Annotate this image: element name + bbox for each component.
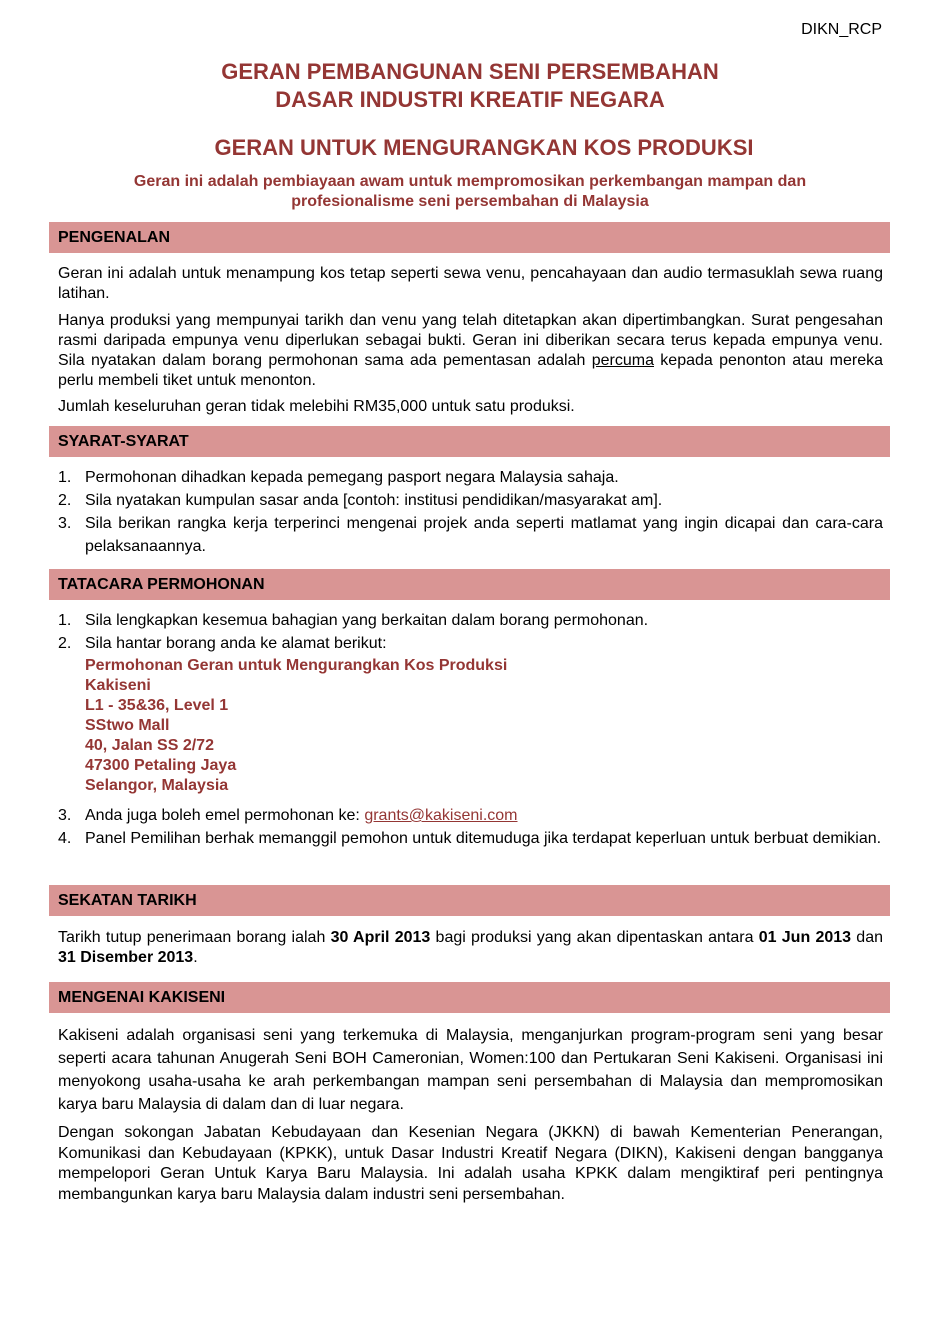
list-item	[58, 827, 883, 850]
list-number: 3.	[58, 515, 72, 532]
list-text: Panel Pemilihan berhak memanggil pemohon untuk ditemuduga jika terdapat keperluan untuk berbuat demikian.	[85, 830, 882, 847]
document-id: DIKN_RCP	[801, 21, 882, 38]
pengenalan-paragraph-2	[58, 311, 883, 391]
paragraph-text: bagi produksi yang akan dipentaskan antara	[430, 929, 759, 946]
paragraph-text: kepada penonton atau mereka perlu membeli tiket untuk menonton.	[58, 352, 884, 389]
section-header-tatacara	[49, 569, 890, 600]
list-text: Sila hantar borang anda ke alamat berikut:	[85, 635, 387, 652]
closing-date: 30 April 2013	[330, 929, 431, 946]
start-date: 01 Jun 2013	[758, 929, 852, 946]
syarat-list	[58, 466, 883, 558]
address-line: L1 - 35&36, Level 1	[85, 697, 229, 714]
section-header-sekatan	[49, 885, 890, 916]
list-text: Sila berikan rangka kerja terperinci mengenai projek anda seperti matlamat yang ingin dicapai dan cara-cara pelaksanaannya.	[85, 515, 883, 555]
title-line-2: DASAR INDUSTRI KREATIF NEGARA	[275, 87, 665, 112]
underlined-word: percuma	[591, 352, 654, 369]
list-item	[58, 466, 883, 489]
address-line: 40, Jalan SS 2/72	[85, 737, 214, 754]
list-text-part: Anda juga boleh emel permohonan ke:	[85, 807, 365, 824]
mengenai-paragraph-2: Dengan sokongan Jabatan Kebudayaan dan Kesenian Negara (JKKN) di bawah Kementerian Penerangan, Komunikasi dan Kebudayaan (KPKK), untuk Dasar Industri Kreatif Negara (DIKN), Kakiseni dengan bangganya mempelopori Geran Untuk Karya Baru Malaysia. Ini adalah usaha KPKK dalam mengiktiraf peri pentingnya membangunkan karya baru Malaysia dalam industri seni persembahan.	[58, 1124, 883, 1203]
main-title	[0, 58, 940, 114]
list-text: Sila nyatakan kumpulan sasar anda [contoh: institusi pendidikan/masyarakat am].	[85, 492, 663, 509]
list-text: Sila lengkapkan kesemua bahagian yang berkaitan dalam borang permohonan.	[85, 612, 649, 629]
list-item	[58, 804, 883, 827]
address-line: Selangor, Malaysia	[85, 777, 229, 794]
paragraph-text: .	[193, 949, 198, 966]
list-text	[85, 804, 883, 827]
section-heading: MENGENAI KAKISENI	[58, 989, 226, 1006]
list-item	[58, 489, 883, 512]
section-heading: TATACARA PERMOHONAN	[58, 576, 265, 593]
paragraph-text: dan	[851, 929, 883, 946]
list-number: 1.	[58, 612, 72, 629]
address-line: SStwo Mall	[85, 717, 170, 734]
mengenai-paragraph-1: Kakiseni adalah organisasi seni yang terkemuka di Malaysia, menganjurkan program-program seni yang besar seperti acara tahunan Anugerah Seni BOH Cameronian, Women:100 dan Pertukaran Seni Kakiseni. Organisasi ini menyokong usaha-usaha ke arah perkembangan mampan seni persembahan di Malaysia dan mempromosikan karya baru Malaysia di dalam dan di luar negara.	[58, 1027, 883, 1113]
address-line: Permohonan Geran untuk Mengurangkan Kos Produksi	[85, 657, 508, 674]
section-heading: SYARAT-SYARAT	[58, 433, 189, 450]
tatacara-list	[58, 609, 883, 850]
paragraph-text: Hanya produksi yang mempunyai tarikh dan venu yang telah ditetapkan akan dipertimbangkan. Surat pengesahan rasmi daripada empunya venu diperlukan sebagai bukti. Geran ini diberikan secara terus kepada empunya venu. Sila nyatakan dalam borang permohonan sama ada pementasan adalah	[58, 312, 883, 369]
tagline-line-1: Geran ini adalah pembiayaan awam untuk mempromosikan perkembangan mampan dan	[133, 173, 807, 190]
section-header-mengenai	[49, 982, 890, 1013]
section-header-pengenalan	[49, 222, 890, 253]
list-item	[58, 512, 883, 558]
address-line: 47300 Petaling Jaya	[85, 757, 237, 774]
tagline-line-2: profesionalisme seni persembahan di Malaysia	[291, 193, 649, 210]
end-date: 31 Disember 2013	[58, 949, 194, 966]
mailing-address	[85, 656, 883, 796]
section-heading: PENGENALAN	[58, 229, 171, 246]
section-header-syarat	[49, 426, 890, 457]
list-number: 4.	[58, 830, 72, 847]
paragraph-text: Tarikh tutup penerimaan borang ialah	[58, 929, 331, 946]
sekatan-paragraph	[58, 928, 883, 968]
pengenalan-paragraph-3: Jumlah keseluruhan geran tidak melebihi RM35,000 untuk satu produksi.	[58, 398, 575, 415]
list-item	[58, 609, 883, 632]
tagline	[0, 172, 940, 212]
address-line: Kakiseni	[85, 677, 151, 694]
list-number: 1.	[58, 469, 72, 486]
list-item	[58, 632, 883, 655]
list-number: 2.	[58, 635, 72, 652]
title-line-1: GERAN PEMBANGUNAN SENI PERSEMBAHAN	[221, 59, 719, 84]
list-text: Permohonan dihadkan kepada pemegang pasport negara Malaysia sahaja.	[85, 469, 619, 486]
list-number: 3.	[58, 807, 72, 824]
email-link[interactable]: grants@kakiseni.com	[364, 807, 518, 824]
section-heading: SEKATAN TARIKH	[58, 892, 197, 909]
subtitle: GERAN UNTUK MENGURANGKAN KOS PRODUKSI	[214, 135, 754, 160]
list-number: 2.	[58, 492, 72, 509]
pengenalan-paragraph-1: Geran ini adalah untuk menampung kos tetap seperti sewa venu, pencahayaan dan audio termasuklah sewa ruang latihan.	[58, 265, 883, 302]
